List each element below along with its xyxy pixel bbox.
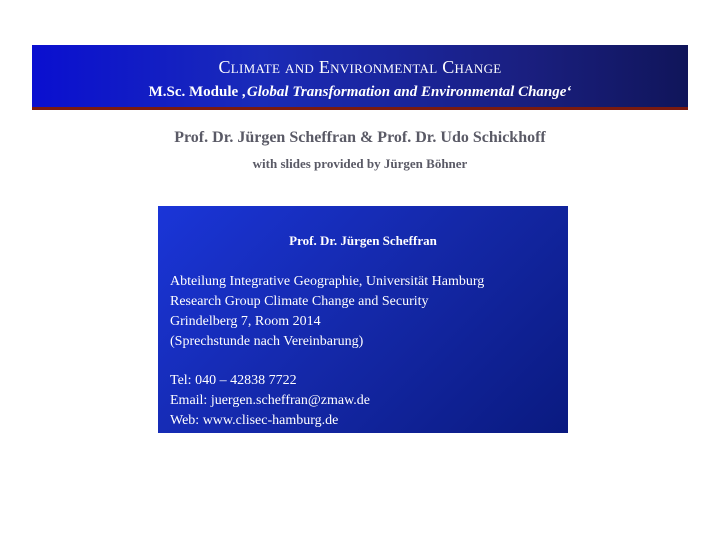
module-subtitle xyxy=(32,83,688,101)
slides-credit: with slides provided by Jürgen Böhner xyxy=(252,156,468,171)
module-prefix: M.Sc. Module xyxy=(148,84,242,100)
contact-spacer xyxy=(170,352,484,371)
contact-web[interactable]: Web: www.clisec-hamburg.de xyxy=(170,413,339,428)
contact-email[interactable]: Email: juergen.scheffran@zmaw.de xyxy=(170,393,370,408)
contact-office-hours: (Sprechstunde nach Vereinbarung) xyxy=(170,334,364,349)
authors: Prof. Dr. Jürgen Scheffran & Prof. Dr. Udo Schickhoff xyxy=(174,129,546,146)
contact-group: Research Group Climate Change and Security xyxy=(170,294,429,309)
contact-details xyxy=(170,272,484,431)
module-name: ‚Global Transformation and Environmental Change‘ xyxy=(241,84,572,100)
contact-address: Grindelberg 7, Room 2014 xyxy=(170,314,321,329)
contact-department: Abteilung Integrative Geographie, Universität Hamburg xyxy=(170,274,485,289)
contact-name: Prof. Dr. Jürgen Scheffran xyxy=(289,233,437,248)
contact-box xyxy=(158,206,568,433)
contact-tel: Tel: 040 – 42838 7722 xyxy=(170,373,297,388)
course-title: Climate and Environmental Change xyxy=(218,57,502,77)
header-banner xyxy=(32,45,688,110)
